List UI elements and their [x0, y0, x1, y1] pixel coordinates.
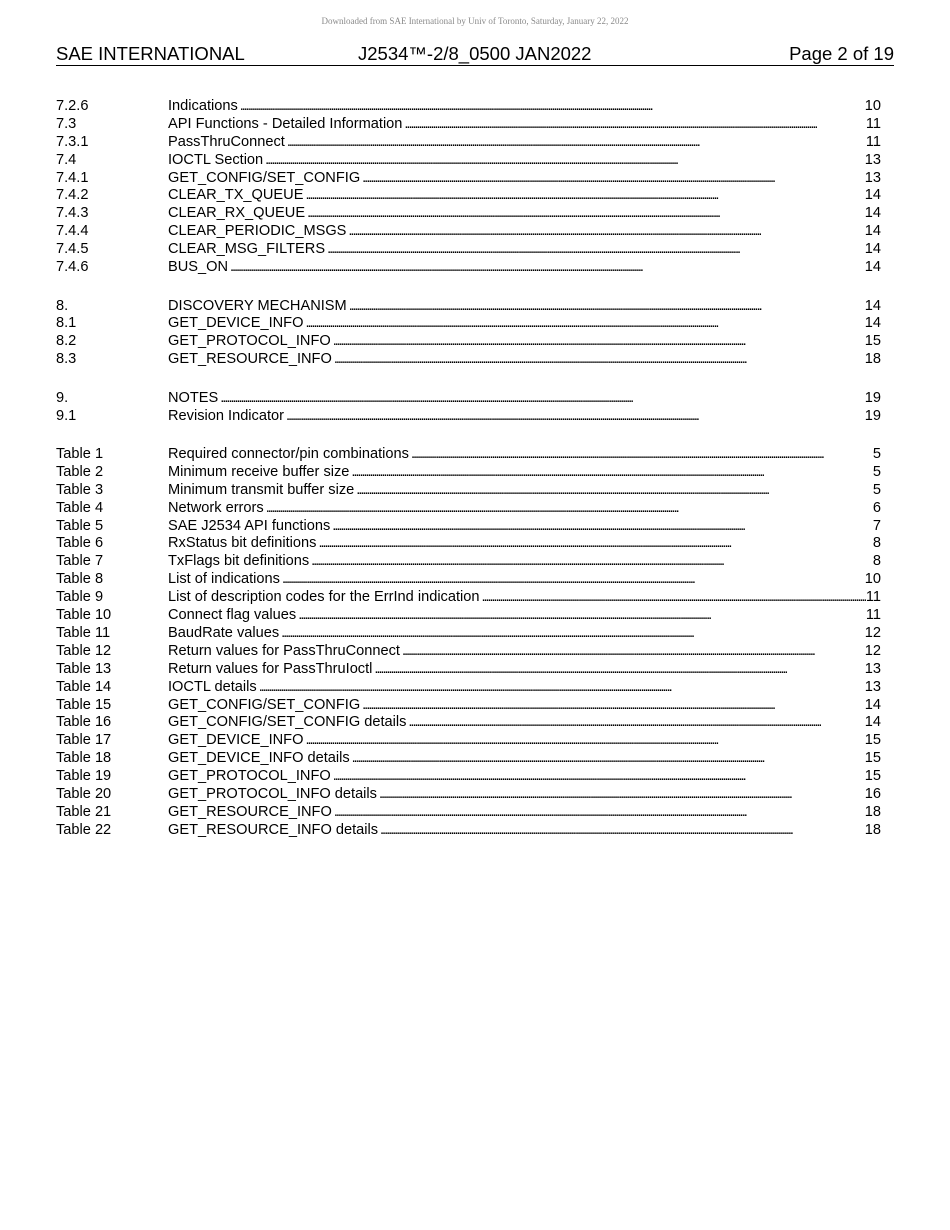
toc-dot-leader — [280, 571, 865, 589]
toc-dot-leader — [330, 518, 873, 536]
toc-entry-page: 19 — [864, 389, 881, 406]
toc-entry[interactable] — [56, 625, 881, 643]
header-document-id: J2534™-2/8_0500 JAN2022 — [358, 43, 592, 64]
toc-entry-number: Table 15 — [56, 696, 112, 713]
header-organization: SAE INTERNATIONAL — [56, 43, 245, 64]
toc-entry-page: 13 — [864, 151, 881, 168]
toc-dot-leader — [332, 351, 865, 369]
toc-entry[interactable] — [56, 351, 881, 369]
toc-entry-number: Table 5 — [56, 517, 104, 534]
toc-entry-number: Table 6 — [56, 535, 104, 552]
toc-entry[interactable] — [56, 98, 881, 116]
toc-dot-leader — [372, 661, 864, 679]
toc-entry-number: Table 16 — [56, 714, 112, 731]
toc-entry[interactable] — [56, 134, 881, 152]
toc-entry-page: 10 — [864, 571, 881, 588]
toc-entry-title: GET_CONFIG/SET_CONFIG — [168, 169, 361, 186]
toc-entry-number: Table 8 — [56, 571, 104, 588]
toc-dot-leader — [305, 205, 865, 223]
toc-entry-title: API Functions - Detailed Information — [168, 115, 403, 132]
toc-entry[interactable] — [56, 768, 881, 786]
toc-entry-number: 8.1 — [56, 315, 77, 332]
toc-entry-number: Table 10 — [56, 607, 112, 624]
download-watermark: Downloaded from SAE International by Univ of Toronto, Saturday, January 22, 2022 — [321, 16, 629, 26]
toc-entry-title: GET_RESOURCE_INFO details — [168, 821, 379, 838]
toc-entry-page: 5 — [872, 481, 881, 498]
toc-dot-leader — [480, 589, 866, 607]
toc-entry-page: 13 — [864, 660, 881, 677]
toc-entry-title: GET_PROTOCOL_INFO — [168, 768, 331, 785]
toc-entry-title: NOTES — [168, 389, 219, 406]
toc-entry[interactable] — [56, 535, 881, 553]
toc-entry-title: List of description codes for the ErrInd indication — [168, 589, 480, 606]
toc-entry[interactable] — [56, 750, 881, 768]
table-of-contents — [56, 98, 881, 840]
toc-entry[interactable] — [56, 589, 881, 607]
toc-entry-page: 5 — [872, 446, 881, 463]
toc-entry[interactable] — [56, 170, 881, 188]
toc-entry-page: 15 — [864, 333, 881, 350]
toc-entry-page: 18 — [864, 803, 881, 820]
toc-entry-title: Return values for PassThruConnect — [168, 642, 400, 659]
toc-dot-leader — [354, 482, 873, 500]
toc-dot-leader — [409, 446, 873, 464]
toc-entry[interactable] — [56, 571, 881, 589]
toc-entry[interactable] — [56, 661, 881, 679]
toc-entry-page: 13 — [864, 169, 881, 186]
toc-entry-title: RxStatus bit definitions — [168, 535, 317, 552]
toc-entry-title: IOCTL Section — [168, 151, 264, 168]
toc-entry-page: 15 — [864, 750, 881, 767]
toc-dot-leader — [279, 625, 865, 643]
toc-entry-page: 11 — [865, 133, 881, 150]
toc-entry[interactable] — [56, 714, 881, 732]
toc-entry-title: Return values for PassThruIoctl — [168, 660, 373, 677]
toc-entry-number: 7.4.6 — [56, 259, 89, 276]
toc-dot-leader — [331, 333, 865, 351]
toc-entry-page: 5 — [872, 463, 881, 480]
toc-entry-number: Table 14 — [56, 678, 112, 695]
toc-dot-leader — [406, 714, 864, 732]
toc-entry-page: 15 — [864, 768, 881, 785]
toc-entry-title: IOCTL details — [168, 678, 257, 695]
toc-entry-title: CLEAR_RX_QUEUE — [168, 205, 306, 222]
toc-entry[interactable] — [56, 500, 881, 518]
toc-entry-page: 7 — [872, 517, 881, 534]
toc-entry[interactable] — [56, 205, 881, 223]
toc-entry[interactable] — [56, 315, 881, 333]
toc-entry-title: GET_CONFIG/SET_CONFIG — [168, 696, 361, 713]
toc-dot-leader — [349, 464, 872, 482]
toc-entry-title: CLEAR_MSG_FILTERS — [168, 241, 326, 258]
toc-entry-number: 7.3 — [56, 115, 77, 132]
toc-entry-number: 7.3.1 — [56, 133, 89, 150]
toc-dot-leader — [316, 535, 872, 553]
toc-entry-title: GET_PROTOCOL_INFO — [168, 333, 331, 350]
toc-entry-number: 7.4.3 — [56, 205, 89, 222]
toc-entry-number: 7.2.6 — [56, 98, 89, 114]
toc-entry-number: Table 13 — [56, 660, 112, 677]
toc-entry-number: Table 18 — [56, 750, 112, 767]
toc-dot-leader — [400, 643, 865, 661]
toc-entry[interactable] — [56, 786, 881, 804]
toc-entry-number: 9. — [56, 389, 69, 406]
toc-entry-title: CLEAR_TX_QUEUE — [168, 187, 304, 204]
toc-entry[interactable] — [56, 446, 881, 464]
toc-entry-number: 8.3 — [56, 351, 77, 368]
toc-entry[interactable] — [56, 822, 881, 840]
header-page-number: Page 2 of 19 — [789, 43, 894, 64]
toc-entry-page: 14 — [864, 297, 881, 314]
toc-dot-leader — [218, 390, 864, 408]
toc-entry-title: GET_PROTOCOL_INFO details — [168, 785, 377, 802]
toc-entry-title: GET_DEVICE_INFO details — [168, 750, 350, 767]
toc-entry-page: 19 — [864, 407, 881, 424]
toc-entry[interactable] — [56, 732, 881, 750]
toc-entry-title: SAE J2534 API functions — [168, 517, 331, 534]
toc-entry-title: CLEAR_PERIODIC_MSGS — [168, 223, 347, 240]
toc-entry-number: Table 4 — [56, 499, 104, 516]
toc-entry[interactable] — [56, 390, 881, 408]
toc-entry[interactable] — [56, 298, 881, 316]
toc-entry-number: Table 17 — [56, 732, 112, 749]
toc-dot-leader — [402, 116, 865, 134]
toc-entry-page: 6 — [872, 499, 881, 516]
toc-entry-title: GET_RESOURCE_INFO — [168, 351, 332, 368]
toc-entry-page: 14 — [864, 241, 881, 258]
toc-entry-title: TxFlags bit definitions — [168, 553, 310, 570]
toc-dot-leader — [346, 223, 864, 241]
toc-entry-page: 14 — [864, 205, 881, 222]
toc-dot-leader — [228, 259, 865, 277]
toc-entry-title: Connect flag values — [168, 607, 297, 624]
toc-entry[interactable] — [56, 333, 881, 351]
toc-dot-leader — [350, 750, 865, 768]
toc-entry-number: 8. — [56, 297, 69, 314]
toc-entry-page: 18 — [864, 351, 881, 368]
toc-dot-leader — [331, 768, 865, 786]
toc-entry-page: 12 — [864, 642, 881, 659]
toc-entry[interactable] — [56, 223, 881, 241]
toc-entry-title: GET_DEVICE_INFO — [168, 315, 304, 332]
toc-entry[interactable] — [56, 259, 881, 277]
toc-dot-leader — [378, 822, 865, 840]
toc-entry[interactable] — [56, 804, 881, 822]
toc-entry-page: 16 — [864, 785, 881, 802]
toc-entry-title: BUS_ON — [168, 259, 229, 276]
toc-entry-page: 14 — [864, 187, 881, 204]
toc-entry-number: Table 11 — [56, 624, 111, 641]
toc-entry-page: 14 — [864, 696, 881, 713]
toc-entry-page: 18 — [864, 821, 881, 838]
toc-dot-leader — [296, 607, 866, 625]
toc-entry-number: Table 19 — [56, 768, 112, 785]
toc-entry[interactable] — [56, 607, 881, 625]
toc-entry[interactable] — [56, 518, 881, 536]
toc-entry-title: GET_RESOURCE_INFO — [168, 803, 332, 820]
toc-dot-leader — [360, 697, 865, 715]
toc-dot-leader — [360, 170, 865, 188]
toc-entry[interactable] — [56, 553, 881, 571]
toc-entry-page: 11 — [865, 115, 881, 132]
toc-entry-title: Required connector/pin combinations — [168, 446, 409, 463]
toc-entry[interactable] — [56, 408, 881, 426]
toc-dot-leader — [303, 187, 864, 205]
toc-entry-page: 14 — [864, 714, 881, 731]
page-header — [56, 43, 894, 66]
toc-dot-leader — [303, 732, 864, 750]
toc-entry[interactable] — [56, 187, 881, 205]
toc-entry[interactable] — [56, 697, 881, 715]
toc-entry-title: PassThruConnect — [168, 133, 285, 150]
toc-entry-title: Revision Indicator — [168, 407, 284, 424]
toc-entry[interactable] — [56, 482, 881, 500]
toc-entry[interactable] — [56, 152, 881, 170]
toc-entry-number: Table 22 — [56, 821, 112, 838]
toc-entry-page: 13 — [864, 678, 881, 695]
toc-entry[interactable] — [56, 241, 881, 259]
toc-entry[interactable] — [56, 679, 881, 697]
toc-entry-number: Table 7 — [56, 553, 104, 570]
toc-entry[interactable] — [56, 643, 881, 661]
toc-entry-page: 8 — [872, 553, 881, 570]
toc-dot-leader — [332, 804, 865, 822]
toc-entry-title: GET_CONFIG/SET_CONFIG details — [168, 714, 407, 731]
toc-entry-number: 7.4 — [56, 151, 77, 168]
toc-entry[interactable] — [56, 116, 881, 134]
toc-dot-leader — [309, 553, 873, 571]
toc-entry-page: 11 — [865, 607, 881, 624]
toc-entry-title: Indications — [168, 98, 238, 114]
toc-entry-page: 12 — [864, 624, 881, 641]
toc-entry-title: Minimum receive buffer size — [168, 463, 350, 480]
toc-entry-page: 14 — [864, 259, 881, 276]
toc-entry-number: 7.4.4 — [56, 223, 89, 240]
toc-entry[interactable] — [56, 464, 881, 482]
toc-entry-number: 8.2 — [56, 333, 77, 350]
toc-entry-number: Table 12 — [56, 642, 112, 659]
toc-entry-title: List of indications — [168, 571, 280, 588]
toc-dot-leader — [325, 241, 865, 259]
toc-entry-number: 9.1 — [56, 407, 77, 424]
toc-dot-leader — [347, 298, 865, 316]
toc-entry-page: 10 — [864, 98, 881, 114]
toc-dot-leader — [264, 500, 873, 518]
toc-entry-page: 15 — [864, 732, 881, 749]
toc-dot-leader — [238, 98, 865, 116]
toc-entry-number: Table 1 — [56, 446, 104, 463]
toc-dot-leader — [284, 408, 865, 426]
toc-entry-title: GET_DEVICE_INFO — [168, 732, 304, 749]
toc-entry-number: Table 2 — [56, 463, 104, 480]
toc-entry-number: 7.4.2 — [56, 187, 89, 204]
toc-dot-leader — [377, 786, 865, 804]
toc-entry-page: 14 — [864, 223, 881, 240]
toc-dot-leader — [263, 152, 865, 170]
toc-entry-page: 14 — [864, 315, 881, 332]
toc-entry-title: DISCOVERY MECHANISM — [168, 297, 347, 314]
toc-entry-title: Minimum transmit buffer size — [168, 481, 355, 498]
toc-entry-number: Table 20 — [56, 785, 112, 802]
toc-entry-title: Network errors — [168, 499, 264, 516]
toc-entry-number: Table 9 — [56, 589, 104, 606]
toc-entry-number: Table 21 — [56, 803, 112, 820]
toc-entry-title: BaudRate values — [168, 624, 280, 641]
toc-dot-leader — [285, 134, 866, 152]
toc-dot-leader — [257, 679, 865, 697]
toc-entry-page: 8 — [872, 535, 881, 552]
toc-entry-number: 7.4.5 — [56, 241, 89, 258]
toc-entry-number: Table 3 — [56, 481, 104, 498]
toc-dot-leader — [303, 315, 864, 333]
toc-entry-page: 11 — [865, 589, 881, 606]
toc-entry-number: 7.4.1 — [56, 169, 89, 186]
